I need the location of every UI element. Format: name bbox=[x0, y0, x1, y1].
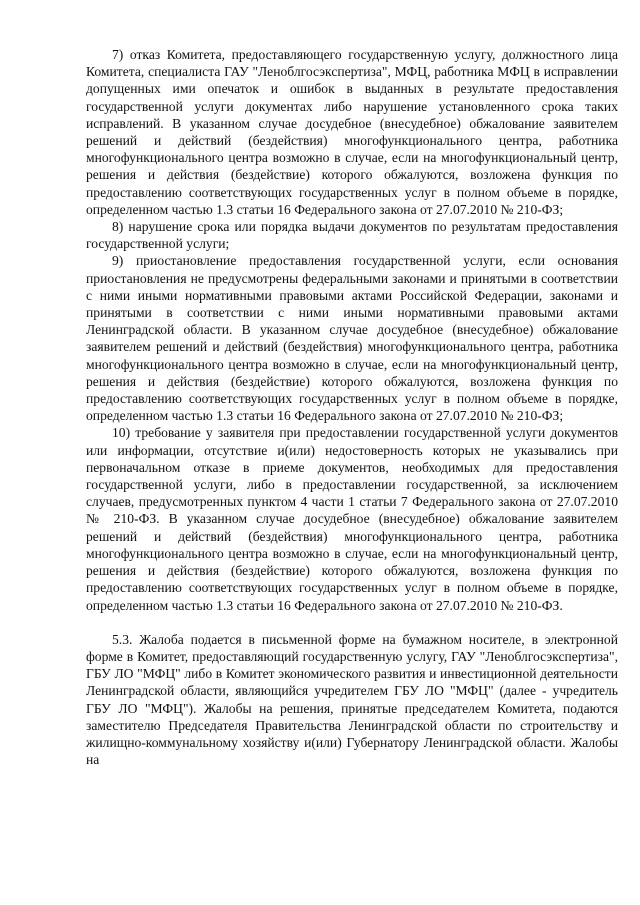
paragraph-spacer bbox=[86, 614, 618, 631]
paragraph-item-8: 8) нарушение срока или порядка выдачи документов по результатам предоставления государственной услуги; bbox=[86, 219, 618, 252]
paragraph-section-5-3: 5.3. Жалоба подается в письменной форме на бумажном носителе, в электронной форме в Комитет, предоставляющий государственную услугу, ГАУ "Леноблгосэкспертиза", ГБУ ЛО "МФЦ" либо в Комитет экономического развития и инвестиционной деятельности Ленинградской области, являющийся учредителем ГБУ ЛО "МФЦ" (далее - учредитель ГБУ ЛО "МФЦ"). Жалобы на решения, принятые председателем Комитета, подаются заместителю Председателя Правительства Ленинградской области по строительству и жилищно-коммунальному хозяйству и(или) Губернатору Ленинградской области. Жалобы на bbox=[86, 631, 618, 768]
paragraph-item-10: 10) требование у заявителя при предоставлении государственной услуги документов или информации, отсутствие и(или) недостоверность которых не указывались при первоначальном отказе в приеме документов, необходимых для предоставления государственной услуги, либо в предоставлении государственной, за исключением случаев, предусмотренных пунктом 4 части 1 статьи 7 Федерального закона от 27.07.2010 № 210-ФЗ. В указанном случае досудебное (внесудебное) обжалование заявителем решений и действий (бездействия) многофункционального центра, работника многофункционального центра возможно в случае, если на многофункциональный центр, решения и действия (бездействие) которого обжалуются, возложена функция по предоставлению соответствующих государственных услуг в полном объеме в порядке, определенном частью 1.3 статьи 16 Федерального закона от 27.07.2010 № 210-ФЗ. bbox=[86, 425, 618, 613]
paragraph-item-7: 7) отказ Комитета, предоставляющего государственную услугу, должностного лица Комитета, специалиста ГАУ "Леноблгосэкспертиза", МФЦ, работника МФЦ в исправлении допущенных ими опечаток и ошибок в выданных в результате предоставления государственной услуги документах либо нарушение установленного срока таких исправлений. В указанном случае досудебное (внесудебное) обжалование заявителем решений и действий (бездействия) многофункционального центра, работника многофункционального центра возможно в случае, если на многофункциональный центр, решения и действия (бездействие) которого обжалуются, возложена функция по предоставлению соответствующих государственных услуг в полном объеме в порядке, определенном частью 1.3 статьи 16 Федерального закона от 27.07.2010 № 210-ФЗ; bbox=[86, 47, 618, 217]
paragraph-item-9: 9) приостановление предоставления государственной услуги, если основания приостановления не предусмотрены федеральными законами и принятыми в соответствии с ними иными нормативными правовыми актами Российской Федерации, законами и принятыми в соответствии с ними иными нормативными правовыми актами Ленинградской области. В указанном случае досудебное (внесудебное) обжалование заявителем решений и действий (бездействия) многофункционального центра, работника многофункционального центра возможно в случае, если на многофункциональный центр, решения и действия (бездействие) которого обжалуются, возложена функция по предоставлению соответствующих государственных услуг в полном объеме в порядке, определенном частью 1.3 статьи 16 Федерального закона от 27.07.2010 № 210-ФЗ; bbox=[86, 253, 618, 424]
